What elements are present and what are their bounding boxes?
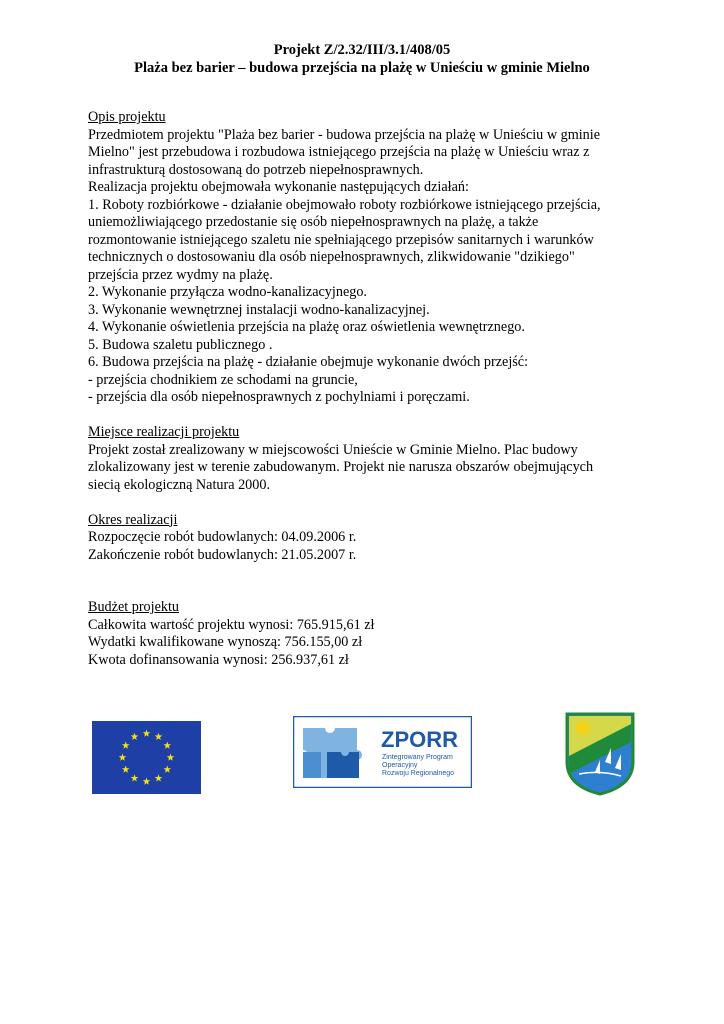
miejsce-line: zlokalizowany jest w terenie zabudowanym. Projekt nie narusza obszarów obejmujących [88,459,594,475]
opis-line: technicznych o dostosowaniu dla osób niepełnosprawnych, zlikwidowanie "dzikiego" [88,249,575,265]
section-heading-opis: Opis projektu [88,109,166,125]
section-heading-budzet: Budżet projektu [88,599,180,615]
eu-flag-logo [92,721,201,794]
opis-line: Przedmiotem projektu "Plaża bez barier - budowa przejścia na plażę w Unieściu w gminie [88,126,601,143]
opis-line: uniemożliwiającego przedostanie się osób niepełnosprawnych na plażę, a także [88,214,539,230]
opis-line: Realizacja projektu obejmowała wykonanie następujących działań: [88,179,469,195]
mielno-crest-logo [565,712,635,796]
zporr-title: ZPORR [381,727,458,752]
zporr-subtitle-line: Zintegrowany Program [382,754,453,761]
zporr-subtitle-line: Rozwoju Regionalnego [382,770,454,777]
opis-line: 3. Wykonanie wewnętrznej instalacji wodno-kanalizacyjnej. [88,301,430,318]
opis-line: infrastrukturą dostosowaną do potrzeb niepełnosprawnych. [88,161,424,178]
zporr-logo [293,716,472,788]
section-heading-miejsce: Miejsce realizacji projektu [88,424,240,440]
opis-line: - przejścia chodnikiem ze schodami na gruncie, [88,371,358,388]
opis-line: 2. Wykonanie przyłącza wodno-kanalizacyjnego. [88,284,367,300]
budzet-line: Wydatki kwalifikowane wynoszą: 756.155,00 zł [88,634,363,650]
budzet-line: Kwota dofinansowania wynosi: 256.937,61 zł [88,651,349,668]
puzzle-icon [303,728,362,778]
opis-line: 6. Budowa przejścia na plażę - działanie obejmuje wykonanie dwóch przejść: [88,354,529,370]
miejsce-line: siecią ekologiczną Natura 2000. [88,476,270,493]
opis-line: - przejścia dla osób niepełnosprawnych z pochylniami i poręczami. [88,389,470,405]
opis-line: Mielno" jest przebudowa i rozbudowa istniejącego przejścia na plażę w Unieściu wraz z [88,144,590,160]
project-body [88,109,648,669]
project-title: Plaża bez barier – budowa przejścia na plażę w Unieściu w gminie Mielno [134,60,590,76]
opis-line: 1. Roboty rozbiórkowe - działanie obejmowało roboty rozbiórkowe istniejącego przejścia, [88,196,601,213]
opis-line: 4. Wykonanie oświetlenia przejścia na plażę oraz oświetlenia wewnętrznego. [88,319,525,335]
zporr-subtitle-line: Operacyjny [382,762,418,769]
sun-icon [576,721,590,735]
opis-line: przejścia przez wydmy na plażę. [88,266,273,283]
opis-line: rozmontowanie istniejącego szaletu nie spełniającego przepisów sanitarnych i warunków [88,231,594,248]
miejsce-line: Projekt został zrealizowany w miejscowości Unieście w Gminie Mielno. Plac budowy [88,441,578,458]
okres-line: Zakończenie robót budowlanych: 21.05.2007 r. [88,546,357,563]
section-heading-okres: Okres realizacji [88,511,178,528]
okres-line: Rozpoczęcie robót budowlanych: 04.09.2006 r. [88,529,357,545]
budzet-line: Całkowita wartość projektu wynosi: 765.915,61 zł [88,616,375,633]
project-number: Projekt Z/2.32/III/3.1/408/05 [273,42,451,58]
opis-line: 5. Budowa szaletu publicznego . [88,336,273,353]
